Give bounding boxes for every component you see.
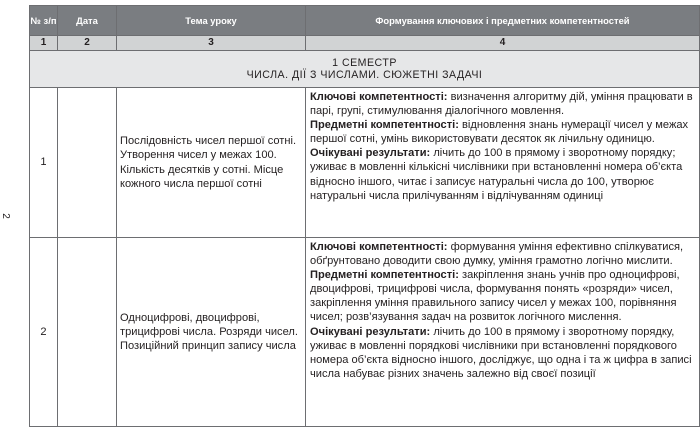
row-topic: Одноцифрові, двоцифрові, трицифрові числа. Розряди чисел. Позиційний принцип запису числа: [117, 238, 306, 427]
row-date: [58, 88, 117, 238]
column-number: 1: [30, 36, 58, 51]
semester-title: 1 СЕМЕСТР: [332, 57, 397, 69]
row-topic: Послідовність чисел першої сотні. Утворення чисел у межах 100. Кількість десятків у сотні. Місце кожного числа першої сотні: [117, 88, 306, 238]
column-number: 2: [58, 36, 117, 51]
expected-results-text: лічить до 100 в прямому і зворотному порядку, уживає в мовленні порядкові числівники при встановленні порядкового номера об’єкта відносно іншого, досліджує, що одна і та ж цифра в записі числа набуває різних значень залежно від своєї позиції: [310, 325, 692, 380]
subject-competencies-label: Предметні компетентності:: [310, 119, 459, 132]
subject-competencies-label: Предметні компетентності:: [310, 269, 459, 282]
subject-competencies-text: закріплення знань учнів про одноцифрові, двоцифрові, трицифрові числа, формування понять «розряди» чисел, закріплення уміння правильного запису чисел у межах 100, порівняння чисел; розв’язування задач на розвиток логічного мислення.: [310, 269, 680, 324]
row-date: [58, 238, 117, 427]
subject-competencies: [310, 118, 696, 146]
column-number: 3: [117, 36, 306, 51]
table-row: [30, 88, 700, 238]
semester-row: [30, 51, 700, 88]
section-title: ЧИСЛА. ДІЇ З ЧИСЛАМИ. СЮЖЕТНІ ЗАДАЧІ: [246, 69, 483, 81]
semester-heading: [30, 51, 700, 88]
column-number: 4: [306, 36, 700, 51]
expected-results-text: лічить до 100 в прямому і зворотному порядку; уживає в мовленні кількісні числівники при встановленні номера об’єкта відносно іншого, читає і записує натуральні числа до 100, утворює натуральні числа прилічуванням і відлічуванням одиниці: [310, 147, 683, 202]
expected-results-label: Очікувані результати:: [310, 147, 431, 160]
key-competencies-text: визначення алгоритму дій, уміння працювати в парі, групі, стимулювання діалогічного мовлення.: [310, 91, 693, 118]
row-competencies: [306, 88, 700, 238]
header-number: № з/п: [30, 6, 58, 36]
expected-results-label: Очікувані результати:: [310, 325, 431, 338]
key-competencies-text: формування уміння ефективно спілкуватися, обґрунтовано доводити свою думку, уміння грамотно логічно мислити.: [310, 241, 684, 268]
column-number-row: [30, 36, 700, 51]
subject-competencies-text: відновлення знань нумерації чисел у межах першої сотні, умінь використовувати десяток як лічильну одиницю.: [310, 119, 689, 146]
header-date: Дата: [58, 6, 117, 36]
key-competencies: [310, 240, 696, 268]
expected-results: [310, 325, 696, 381]
row-competencies: [306, 238, 700, 427]
subject-competencies: [310, 268, 696, 324]
header-competencies: Формування ключових і предметних компетентностей: [306, 6, 700, 36]
key-competencies: [310, 90, 696, 118]
expected-results: [310, 146, 696, 202]
row-number: 1: [30, 88, 58, 238]
key-competencies-label: Ключові компетентності:: [310, 91, 448, 103]
page-number: 2: [0, 213, 11, 219]
table-row: [30, 238, 700, 427]
header-topic: Тема уроку: [117, 6, 306, 36]
row-number: 2: [30, 238, 58, 427]
header-row: [30, 6, 700, 36]
key-competencies-label: Ключові компетентності:: [310, 241, 448, 253]
lesson-plan-table: [29, 5, 700, 427]
